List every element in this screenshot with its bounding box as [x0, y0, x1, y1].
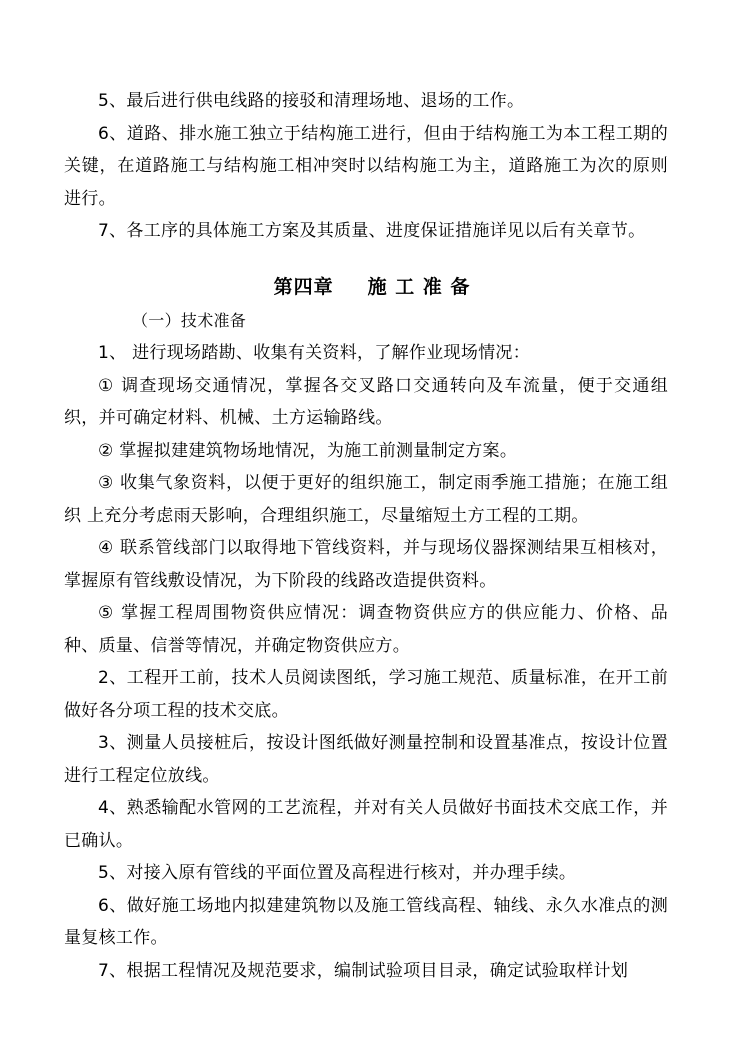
list-item: 7、根据工程情况及规范要求，编制试验项目目录，确定试验取样计划 [98, 960, 629, 981]
list-item: 3、测量人员接桩后，按设计图纸做好测量控制和设置基准点，按设计位置进行工程定位放线。 [64, 733, 668, 786]
list-item: ⑤ 掌握工程周围物资供应情况：调查物资供应方的供应能力、价格、品种、质量、信誉等情况，并确定物资供应方。 [64, 603, 668, 656]
preparation-section [0, 305, 744, 987]
list-item: ④ 联系管线部门以取得地下管线资料，并与现场仪器探测结果互相核对，掌握原有管线敷设情况，为下阶段的线路改造提供资料。 [64, 538, 668, 591]
list-item: ② 掌握拟建建筑物场地情况，为施工前测量制定方案。 [98, 440, 518, 461]
list-item: ③ 收集气象资料，以便于更好的组织施工，制定雨季施工措施；在施工组织 上充分考虑雨天影响，合理组织施工，尽量缩短土方工程的工期。 [64, 473, 668, 526]
list-item: 1、 进行现场踏勘、收集有关资料，了解作业现场情况： [98, 343, 531, 363]
list-item: 5、对接入原有管线的平面位置及高程进行核对，并办理手续。 [98, 863, 577, 883]
chapter-title: 施 工 准 备 [367, 276, 471, 298]
list-item: ① 调查现场交通情况，掌握各交叉路口交通转向及车流量，便于交通组织，并可确定材料、机械、土方运输路线。 [64, 375, 668, 428]
paragraph-item-7: 7、各工序的具体施工方案及其质量、进度保证措施详见以后有关章节。 [98, 221, 646, 241]
list-item: 4、熟悉输配水管网的工艺流程，并对有关人员做好书面技术交底工作，并已确认。 [64, 798, 668, 851]
list-item: 2、工程开工前，技术人员阅读图纸，学习施工规范、质量标准，在开工前做好各分项工程的技术交底。 [64, 668, 668, 721]
section-heading: （一）技术准备 [132, 311, 247, 330]
list-item: 6、做好施工场地内拟建建筑物以及施工管线高程、轴线、永久水准点的测量复核工作。 [64, 895, 668, 948]
paragraph-item-5: 5、最后进行供电线路的接驳和清理场地、退场的工作。 [98, 91, 525, 111]
chapter-number: 第四章 [273, 276, 334, 298]
chapter-heading [0, 272, 744, 299]
paragraph-item-6: 6、道路、排水施工独立于结构施工进行，但由于结构施工为本工程工期的关键，在道路施工与结构施工相冲突时以结构施工为主，道路施工为次的原则进行。 [64, 123, 668, 209]
construction-sequence-section [0, 85, 744, 248]
